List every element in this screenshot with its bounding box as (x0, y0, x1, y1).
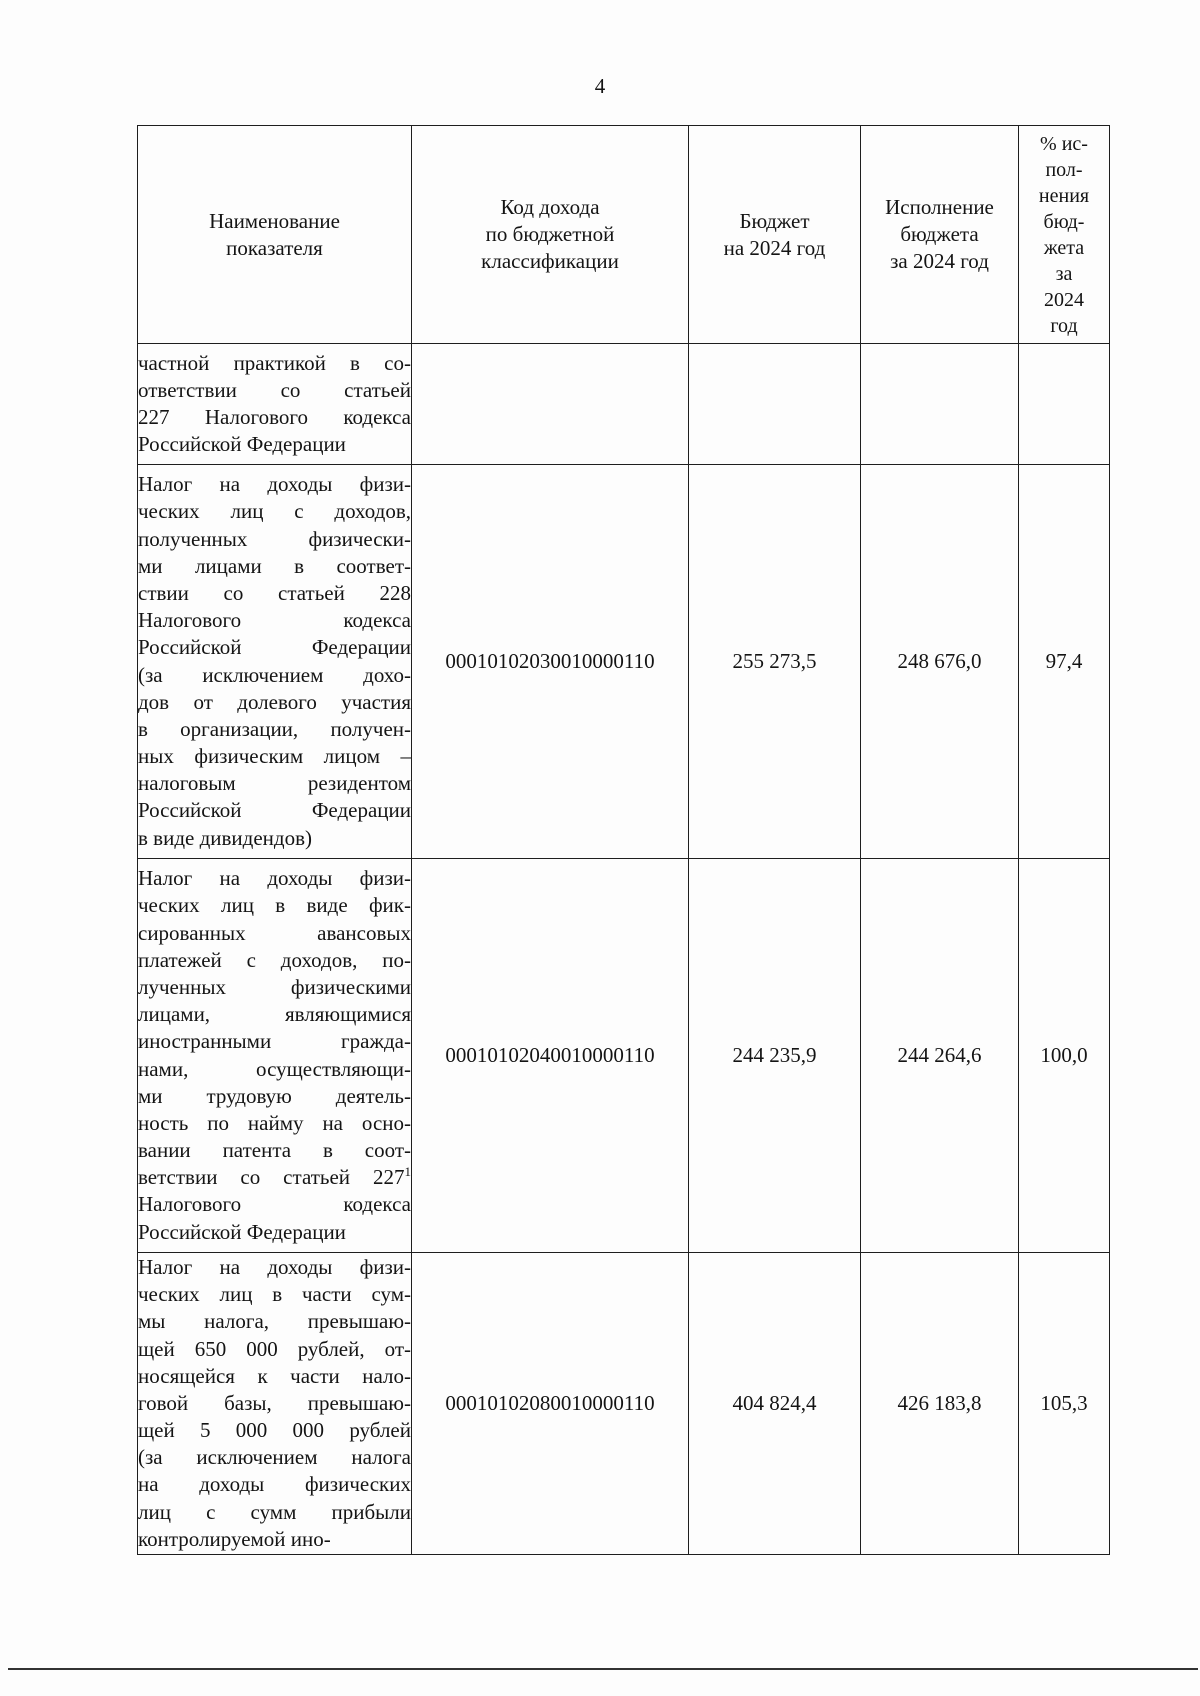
indicator-name-line: ных физическим лицом – (138, 744, 411, 769)
percent-cell: 100,0 (1019, 859, 1110, 1253)
indicator-name-line: нами, осуществляющи- (138, 1056, 411, 1081)
indicator-name-line: ческих лиц с доходов, (138, 499, 411, 524)
page-number: 4 (594, 74, 606, 98)
table-header-row (138, 126, 1110, 344)
indicator-name-line: щей 650 000 рублей, от- (138, 1336, 411, 1361)
indicator-name-line: в организации, получен- (138, 716, 411, 741)
indicator-name-line: ческих лиц в виде фик- (138, 893, 411, 918)
indicator-name-line: платежей с доходов, по- (138, 947, 411, 972)
header-percent: % ис- пол- нения бюд- жета за 2024 год (1019, 126, 1110, 344)
budget-cell: 244 235,9 (689, 859, 861, 1253)
indicator-name-line: Российской Федерации (138, 635, 411, 660)
indicator-name-line: иностранными гражда- (138, 1029, 411, 1054)
indicator-name-line: (за исключением дохо- (138, 662, 411, 687)
indicator-name-line: ми лицами в соответ- (138, 553, 411, 578)
indicator-name-line: Налог на доходы физи- (138, 866, 411, 891)
income-code-cell: 00010102030010000110 (412, 465, 689, 859)
budget-cell (689, 344, 861, 465)
indicator-name-line: сированных авансовых (138, 920, 411, 945)
indicator-name-line: 227 Налогового кодекса (138, 405, 411, 429)
indicator-name-line: дов от долевого участия (138, 689, 411, 714)
indicator-name-line: контролируемой ино- (138, 1526, 331, 1551)
indicator-name-line: (за исключением налога (138, 1445, 411, 1470)
indicator-name-cell (138, 859, 412, 1253)
indicator-name-line: говой базы, превышаю- (138, 1390, 411, 1415)
execution-cell: 426 183,8 (861, 1253, 1019, 1555)
header-budget: Бюджет на 2024 год (689, 126, 861, 344)
indicator-name-line: Налог на доходы физи- (138, 1254, 411, 1279)
indicator-name-line: ность по найму на осно- (138, 1110, 411, 1135)
execution-cell: 244 264,6 (861, 859, 1019, 1253)
percent-cell: 105,3 (1019, 1253, 1110, 1555)
header-code: Код дохода по бюджетной классификации (412, 126, 689, 344)
execution-cell (861, 344, 1019, 465)
percent-cell: 97,4 (1019, 465, 1110, 859)
indicator-name-line: вании патента в соот- (138, 1138, 411, 1163)
income-code-cell: 00010102040010000110 (412, 859, 689, 1253)
indicator-name-line: частной практикой в со- (138, 350, 411, 375)
indicator-name-line: налоговым резидентом (138, 771, 411, 796)
budget-execution-table (137, 125, 1110, 1555)
indicator-name-line: лиц с сумм прибыли (138, 1499, 411, 1524)
budget-cell: 404 824,4 (689, 1253, 861, 1555)
indicator-name-line: Российской Федерации (138, 432, 346, 457)
indicator-name-line: полученных физически- (138, 526, 411, 551)
table-row (138, 859, 1110, 1253)
indicator-name-line: Налог на доходы физи- (138, 472, 411, 497)
indicator-name-line: Налогового кодекса (138, 608, 411, 633)
income-code-cell (412, 344, 689, 465)
bottom-rule (8, 1668, 1198, 1670)
indicator-name-line: лицами, являющимися (138, 1002, 411, 1027)
indicator-name-line: на доходы физических (138, 1472, 411, 1497)
indicator-name-line: Налогового кодекса (138, 1192, 411, 1217)
footnote-superscript: 1 (404, 1164, 411, 1180)
indicator-name-line: ми трудовую деятель- (138, 1083, 411, 1108)
indicator-name-cell (138, 1253, 412, 1555)
indicator-name-cell (138, 344, 412, 465)
indicator-name-line: в виде дивидендов) (138, 825, 312, 850)
indicator-name-line: лученных физическими (138, 974, 411, 999)
percent-cell (1019, 344, 1110, 465)
indicator-name-line: носящейся к части нало- (138, 1363, 411, 1388)
table-row (138, 344, 1110, 465)
table-row (138, 1253, 1110, 1555)
indicator-name-line: мы налога, превышаю- (138, 1309, 411, 1334)
execution-cell: 248 676,0 (861, 465, 1019, 859)
indicator-name-line: щей 5 000 000 рублей (138, 1418, 411, 1443)
indicator-name-line: ветствии со статьей $227^1$ (138, 1164, 411, 1190)
indicator-name-line: ствии со статьей 228 (138, 580, 411, 605)
budget-cell: 255 273,5 (689, 465, 861, 859)
indicator-name-line: Российской Федерации (138, 798, 411, 823)
indicator-name-line: Российской Федерации (138, 1219, 346, 1244)
indicator-name-line: ответствии со статьей (138, 377, 411, 402)
header-execution: Исполнение бюджета за 2024 год (861, 126, 1019, 344)
table-row (138, 465, 1110, 859)
income-code-cell: 00010102080010000110 (412, 1253, 689, 1555)
indicator-name-cell (138, 465, 412, 859)
header-name: Наименование показателя (138, 126, 412, 344)
indicator-name-line: ческих лиц в части сум- (138, 1282, 411, 1307)
